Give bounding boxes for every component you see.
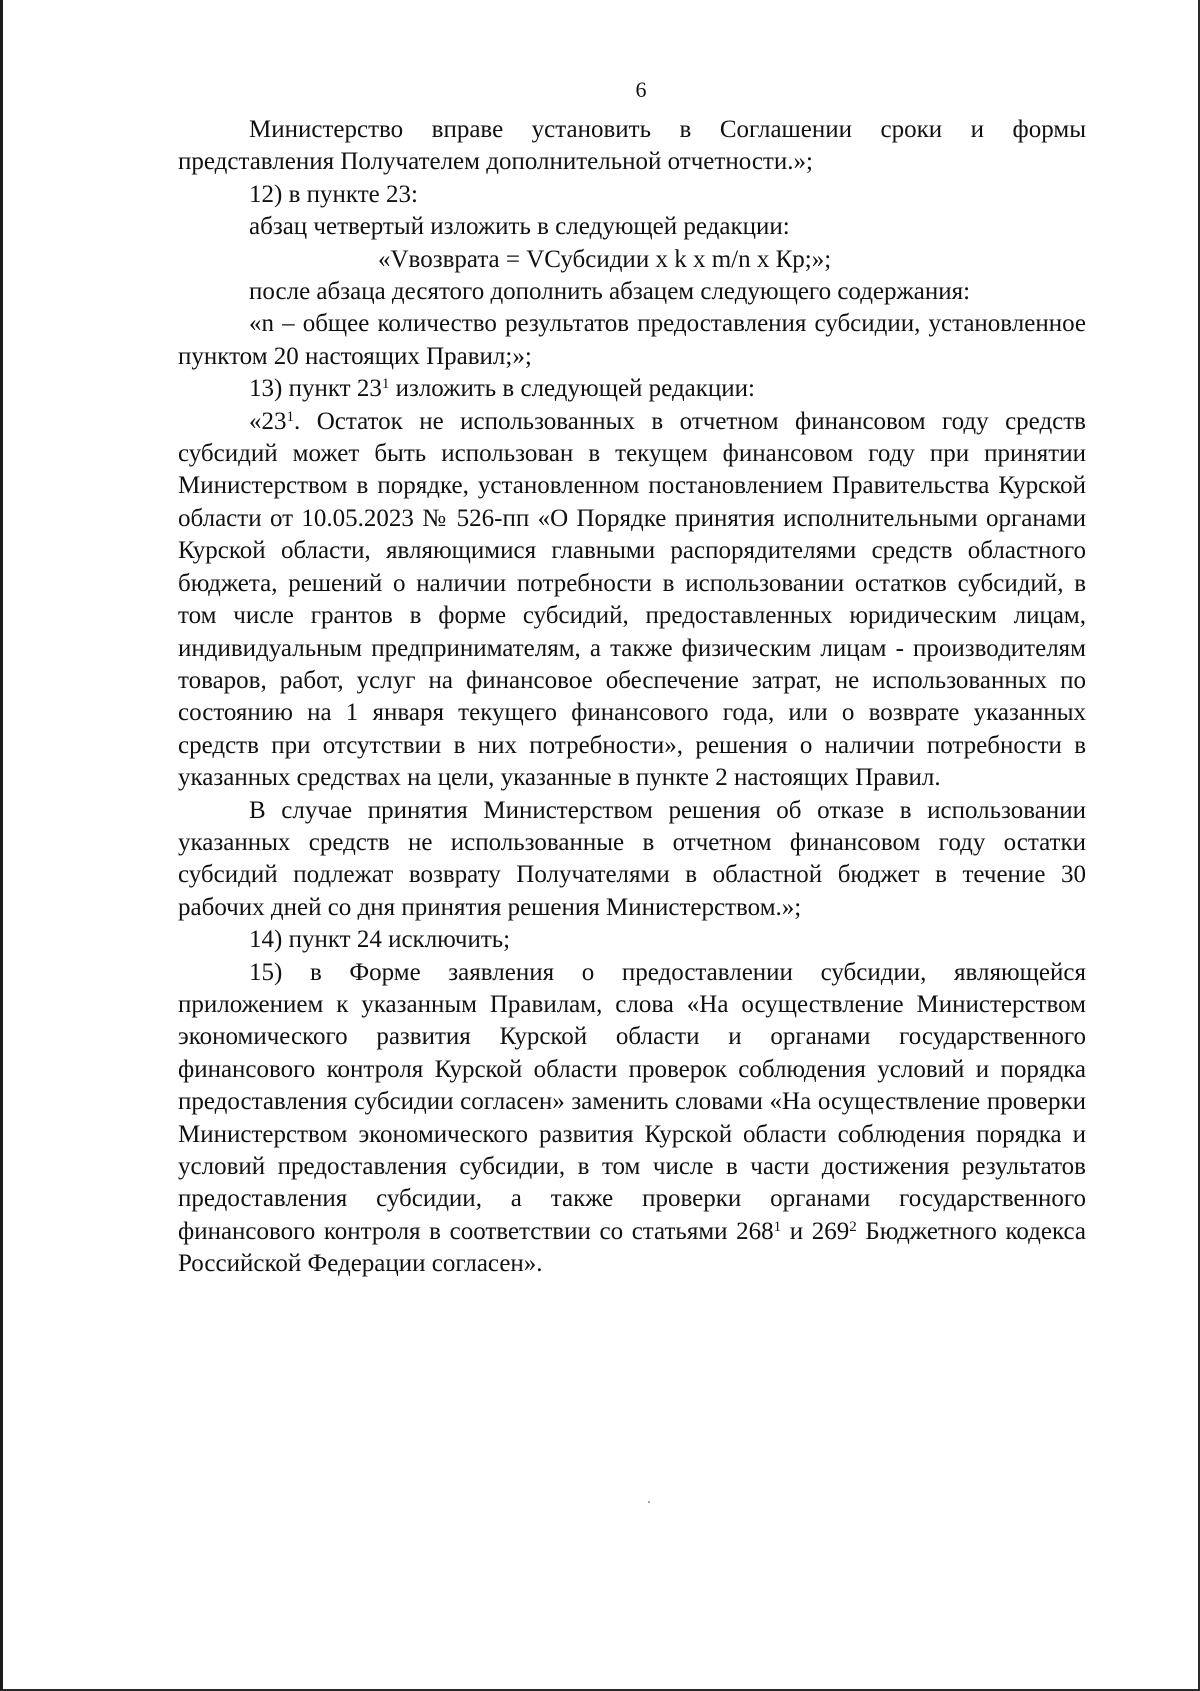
item-15-end: Бюджетного кодекса Российской Федерации согласен».	[178, 1217, 1087, 1278]
paragraph-item-14: 14) пункт 24 исключить;	[249, 926, 511, 954]
item-13-sup: 1	[381, 376, 390, 392]
paragraph-item-13	[178, 373, 1086, 405]
item-15-main: 15) в Форме заявления о предоставлении субсидии, являющейся приложением к указанным Правилам, слова «На осуществление Министерством экономического развития Курской области и органами государственного финансового контроля Курской области проверок соблюдения условий и порядка предоставления субсидии согласен» заменить словами «На осуществление проверки Министерством экономического развития Курской области соблюдения порядка и условий предоставления субсидии, в том числе в части достижения результатов предоставления субсидии, а также проверки органами государственного финансового контроля в соответствии со статьями 268	[178, 958, 1086, 1245]
page-number: 6	[635, 77, 647, 102]
paragraph-n-definition: «n – общее количество результатов предоставления субсидии, установленное пунктом 20 настоящих Правил;»;	[178, 310, 1086, 370]
item-13-after: изложить в следующей редакции:	[389, 375, 755, 403]
formula-line: «Vвозврата = VСубсидии x k x m/n x Кр;»;	[378, 245, 832, 273]
p23-after: . Остаток не использованных в отчетном финансовом году средств субсидий может быть использован в текущем финансовом году при принятии Министерством в порядке, установленном постановлением Правительства Курской области от 10.05.2023 № 526-пп «О Порядке принятия исполнительными органами Курской области, являющимися главными распорядителями средств областного бюджета, решений о наличии потребности в использовании остатков субсидий, в том числе грантов в форме субсидий, предоставленных юридическим лицам, индивидуальным предпринимателям, а также физическим лицам - производителям товаров, работ, услуг на финансовое обеспечение затрат, не использованных по состоянию на 1 января текущего финансового года, или о возврате указанных средств при отсутствии в них потребности», решения о наличии потребности в указанных средствах на цели, указанные в пункте 2 настоящих Правил.	[178, 407, 1086, 792]
item-15-and: и 269	[781, 1217, 850, 1245]
paragraph-refusal: В случае принятия Министерством решения об отказе в использовании указанных средств не использованные в отчетном финансовом году остатки субсидий подлежат возврату Получателями в областной бюджет в течение 30 рабочих дней со дня принятия решения Министерством.»;	[178, 796, 1086, 921]
p23-before: «23	[249, 407, 287, 435]
scan-speck	[648, 1501, 650, 1503]
item-15-sup-1: 1	[773, 1218, 782, 1235]
paragraph-23-1	[178, 406, 1086, 795]
paragraph-after-abzac-10: после абзаца десятого дополнить абзацем следующего содержания:	[249, 278, 971, 306]
p23-sup: 1	[286, 408, 294, 425]
document-page	[178, 76, 1086, 1281]
paragraph-abzac-4: абзац четвертый изложить в следующей редакции:	[249, 213, 790, 241]
paragraph-reporting: Министерство вправе установить в Соглашении сроки и формы представления Получателем дополнительной отчетности.»;	[178, 116, 1086, 176]
paragraph-item-15	[178, 957, 1086, 1281]
paragraph-item-12: 12) в пункте 23:	[249, 180, 418, 208]
item-13-before: 13) пункт 23	[249, 375, 382, 403]
item-15-sup-2: 2	[849, 1218, 857, 1235]
